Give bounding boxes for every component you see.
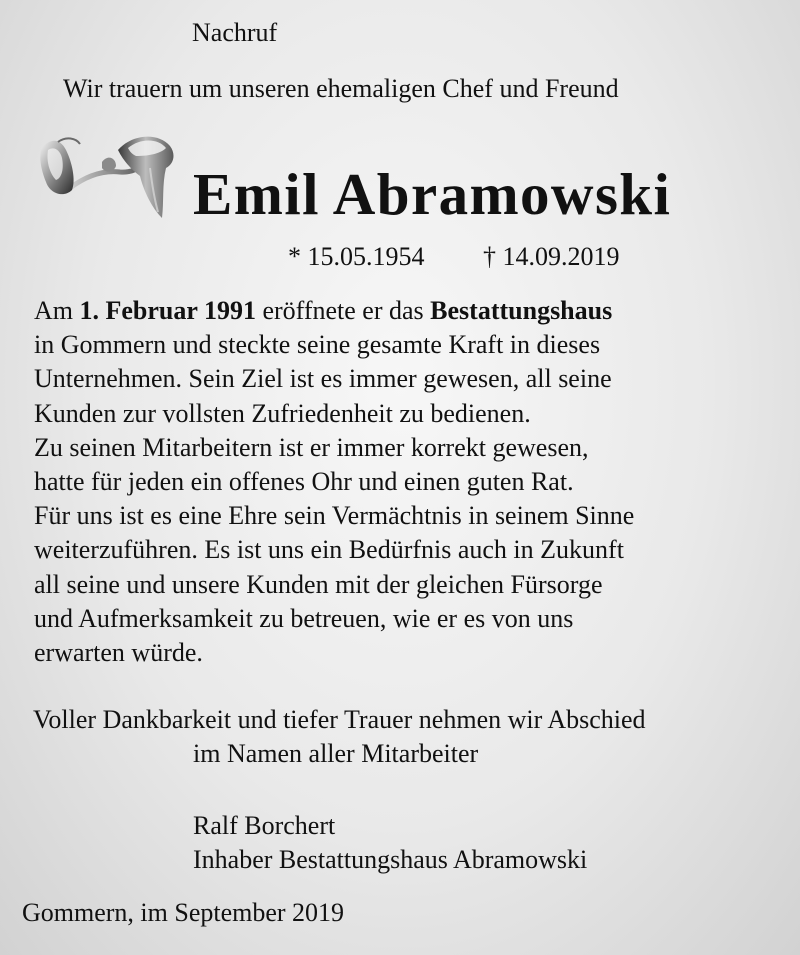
death-date: † 14.09.2019	[483, 242, 620, 271]
body-line: erwarten würde.	[34, 637, 203, 667]
notice-heading: Nachruf	[192, 18, 278, 47]
body-line: Für uns ist es eine Ehre sein Vermächtnis in seinem Sinne	[34, 501, 635, 531]
obituary-body	[34, 294, 634, 670]
body-line: Zu seinen Mitarbeitern ist er immer korrekt gewesen,	[34, 432, 589, 462]
body-line: Unternehmen. Sein Ziel ist es immer gewesen, all seine	[34, 364, 612, 394]
birth-date: * 15.05.1954	[288, 242, 425, 271]
closing-line: Voller Dankbarkeit und tiefer Trauer nehmen wir Abschied	[33, 705, 646, 734]
signer-name: Ralf Borchert	[193, 811, 336, 840]
signer-title: Inhaber Bestattungshaus Abramowski	[193, 845, 588, 874]
notice-subheading: Wir trauern um unseren ehemaligen Chef und Freund	[63, 74, 619, 103]
body-line: weiterzuführen. Es ist uns ein Bedürfnis auch in Zukunft	[34, 535, 624, 565]
body-line: hatte für jeden ein offenes Ohr und einen guten Rat.	[34, 466, 574, 496]
calla-lily-icon	[36, 128, 178, 228]
body-line: Am 1. Februar 1991 eröffnete er das Bestattungshaus	[34, 296, 613, 325]
body-line: all seine und unsere Kunden mit der gleichen Fürsorge	[34, 569, 603, 599]
deceased-name: Emil Abramowski	[193, 161, 672, 227]
body-line: in Gommern und steckte seine gesamte Kraft in dieses	[34, 330, 601, 360]
body-line: Kunden zur vollsten Zufriedenheit zu bedienen.	[34, 398, 531, 428]
founding-date: 1. Februar 1991	[79, 296, 256, 325]
place-and-date: Gommern, im September 2019	[22, 898, 345, 927]
closing-line-staff: im Namen aller Mitarbeiter	[193, 739, 479, 768]
body-line: und Aufmerksamkeit zu betreuen, wie er es von uns	[34, 603, 574, 633]
business-name: Bestattungshaus	[430, 296, 613, 325]
